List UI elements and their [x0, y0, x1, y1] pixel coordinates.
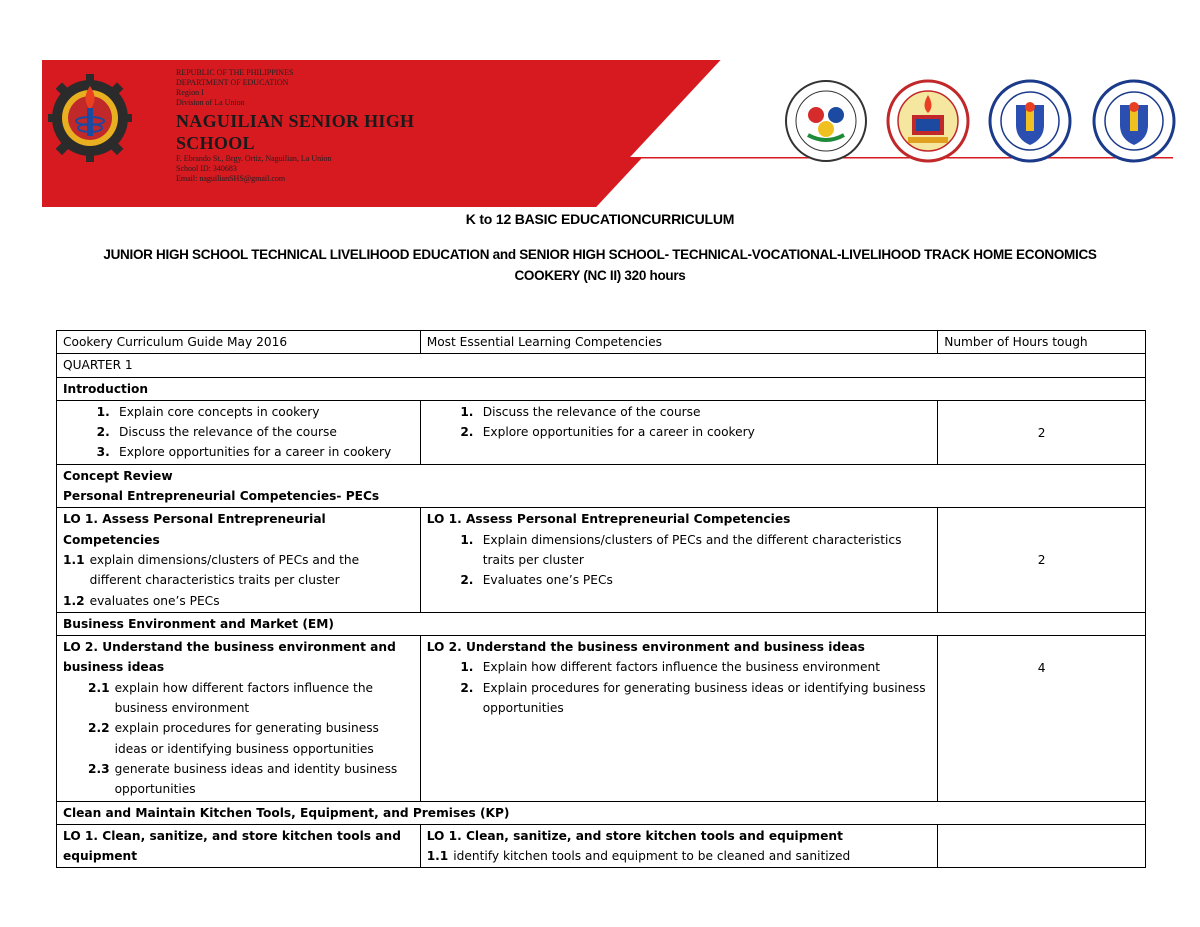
item-text: explain dimensions/clusters of PECs and the different characteristics traits per cluster	[89, 552, 360, 588]
kagawaran-seal-icon	[988, 79, 1072, 163]
section-kitchen-tools: Clean and Maintain Kitchen Tools, Equipment, and Premises (KP)	[57, 801, 1146, 824]
table-row	[57, 508, 1146, 612]
school-address: F. Ebrando St., Brgy. Ortiz, Naguilian, La Union	[176, 154, 332, 163]
kp-melc-title: LO 1. Clean, sanitize, and store kitchen tools and equipment	[426, 828, 843, 843]
intro-melc-list	[427, 402, 932, 443]
list-item: 3. Explore opportunities for a career in cookery	[114, 442, 414, 462]
curriculum-table	[56, 330, 1146, 868]
intro-guide-cell	[57, 400, 421, 464]
item-number: 1.2	[63, 593, 85, 608]
intro-hours: 2	[938, 400, 1146, 464]
program-title-line2: COOKERY (NC II) 320 hours	[514, 268, 686, 283]
school-logo-icon	[48, 66, 132, 166]
list-item	[63, 759, 414, 800]
kp-guide-title: LO 1. Clean, sanitize, and store kitchen tools and equipment	[63, 828, 401, 864]
em-guide-cell	[57, 636, 421, 801]
em-guide-title: LO 2. Understand the business environment and business ideas	[63, 640, 396, 675]
section-row	[57, 612, 1146, 635]
program-title-line1: JUNIOR HIGH SCHOOL TECHNICAL LIVELIHOOD EDUCATION and SENIOR HIGH SCHOOL- TECHNICAL-VOCATIONAL-LIVELIHOOD TRACK HOME ECONOMICS	[103, 247, 1097, 262]
em-hours: 4	[938, 636, 1146, 801]
deped-division-seal-icon	[886, 79, 970, 163]
list-item	[63, 718, 414, 759]
item-number: 1.1	[63, 552, 85, 567]
item-number: 1.1	[426, 849, 449, 864]
pecs-hours: 2	[938, 508, 1146, 612]
pecs-melc-title: LO 1. Assess Personal Entrepreneurial Competencies	[426, 512, 791, 527]
list-item: 1. Explain core concepts in cookery	[114, 402, 414, 422]
division-label: Division of La Union	[176, 98, 245, 107]
quarter-row	[57, 354, 1146, 377]
curriculum-title: K to 12 BASIC EDUCATIONCURRICULUM	[465, 211, 735, 227]
section-row	[57, 464, 1146, 508]
item-text: generate business ideas and identity business opportunities	[114, 761, 398, 797]
list-item	[427, 846, 932, 866]
kp-guide-cell	[57, 824, 421, 868]
quarter-label: QUARTER 1	[57, 354, 1146, 377]
list-item: 1. Explain dimensions/clusters of PECs and the different characteristics traits per cluster	[478, 530, 932, 571]
pecs-label: Personal Entrepreneurial Competencies- PECs	[63, 489, 380, 504]
intro-guide-list	[63, 402, 414, 463]
program-title	[70, 244, 1130, 286]
item-number: 2.1	[88, 680, 110, 695]
section-introduction: Introduction	[57, 377, 1146, 400]
section-row	[57, 801, 1146, 824]
school-info	[176, 68, 446, 184]
section-business-environment: Business Environment and Market (EM)	[57, 612, 1146, 635]
item-text: explain how different factors influence the business environment	[114, 680, 374, 716]
item-text: explain procedures for generating business ideas or identifying business opportunities	[114, 721, 379, 756]
kp-hours	[938, 824, 1146, 868]
list-item: 1. Discuss the relevance of the course	[478, 402, 932, 422]
item-text: evaluates one’s PECs	[89, 593, 220, 608]
list-item: 1. Explain how different factors influence the business environment	[478, 657, 932, 677]
item-number: 2.3	[88, 761, 110, 776]
school-name: NAGUILIAN SENIOR HIGH SCHOOL	[176, 111, 415, 153]
em-melc-list	[427, 657, 932, 718]
list-item	[63, 591, 414, 611]
kp-melc-cell	[420, 824, 938, 868]
naguilian-district-seal-icon	[784, 79, 868, 163]
list-item: 2. Evaluates one’s PECs	[478, 570, 932, 590]
em-melc-cell	[420, 636, 938, 801]
republic-label: REPUBLIC OF THE PHILIPPINES	[176, 68, 294, 77]
pecs-melc-cell	[420, 508, 938, 612]
table-row	[57, 400, 1146, 464]
list-item: 2. Discuss the relevance of the course	[114, 422, 414, 442]
item-text: identify kitchen tools and equipment to be cleaned and sanitized	[453, 849, 851, 864]
list-item	[63, 678, 414, 719]
em-melc-title: LO 2. Understand the business environment and business ideas	[426, 640, 865, 655]
list-item: 2. Explore opportunities for a career in cookery	[478, 422, 932, 442]
intro-melc-cell	[420, 400, 938, 464]
kagawaran-seal-2-icon	[1092, 79, 1176, 163]
header-melc: Most Essential Learning Competencies	[420, 331, 938, 354]
section-concept-review	[57, 464, 1146, 508]
list-item	[63, 550, 414, 591]
table-row	[57, 636, 1146, 801]
pecs-melc-list	[427, 530, 932, 591]
header-curriculum-guide: Cookery Curriculum Guide May 2016	[57, 331, 421, 354]
table-header-row	[57, 331, 1146, 354]
table-row	[57, 824, 1146, 868]
concept-review-label: Concept Review	[63, 468, 173, 483]
department-label: DEPARTMENT OF EDUCATION	[176, 78, 289, 87]
pecs-guide-title: LO 1. Assess Personal Entrepreneurial Competencies	[63, 512, 326, 547]
pecs-guide-cell	[57, 508, 421, 612]
item-number: 2.2	[88, 721, 110, 736]
list-item: 2. Explain procedures for generating business ideas or identifying business opportunities	[478, 678, 932, 719]
header-hours: Number of Hours tough	[938, 331, 1146, 354]
school-id: School ID: 340683	[176, 164, 237, 173]
region-label: Region I	[176, 88, 204, 97]
school-email: Email: naguilianSHS@gmail.com	[176, 174, 286, 183]
section-row	[57, 377, 1146, 400]
